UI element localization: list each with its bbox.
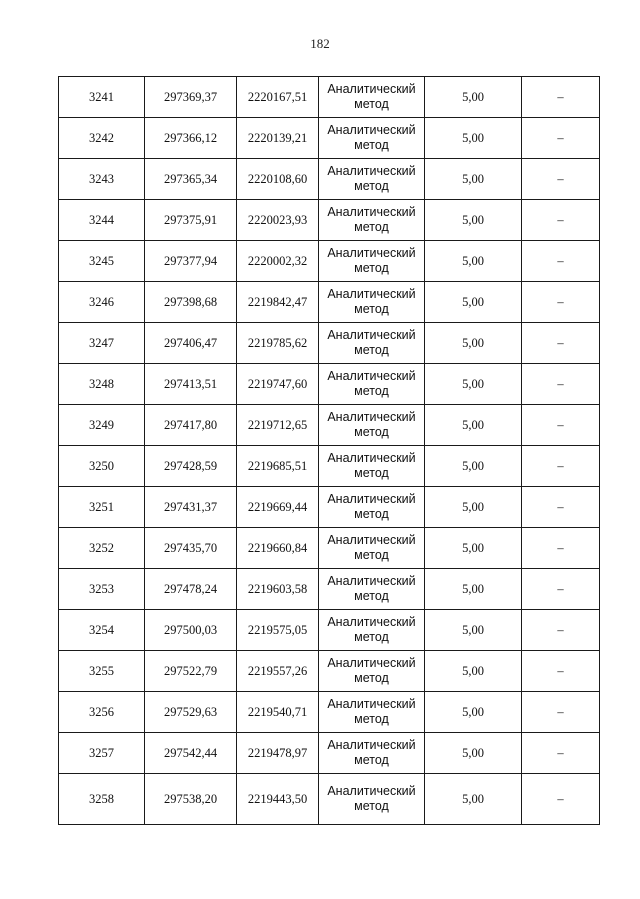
accuracy-cell: 5,00 <box>425 282 522 323</box>
accuracy-cell: 5,00 <box>425 446 522 487</box>
accuracy-cell: 5,00 <box>425 241 522 282</box>
method-line-2: метод <box>354 343 389 357</box>
accuracy-cell: 5,00 <box>425 692 522 733</box>
x-coordinate-cell: 297406,47 <box>145 323 237 364</box>
note-cell: – <box>522 364 600 405</box>
method-line-2: метод <box>354 302 389 316</box>
x-coordinate-cell: 297413,51 <box>145 364 237 405</box>
method-line-1: Аналитический <box>327 697 416 711</box>
method-line-1: Аналитический <box>327 164 416 178</box>
method-cell <box>319 446 425 487</box>
point-number-cell: 3246 <box>59 282 145 323</box>
x-coordinate-cell: 297375,91 <box>145 200 237 241</box>
x-coordinate-cell: 297431,37 <box>145 487 237 528</box>
note-cell: – <box>522 159 600 200</box>
x-coordinate-cell: 297428,59 <box>145 446 237 487</box>
method-line-2: метод <box>354 220 389 234</box>
note-cell: – <box>522 487 600 528</box>
method-cell <box>319 77 425 118</box>
method-cell <box>319 323 425 364</box>
y-coordinate-cell: 2219660,84 <box>237 528 319 569</box>
accuracy-cell: 5,00 <box>425 77 522 118</box>
method-cell <box>319 200 425 241</box>
x-coordinate-cell: 297529,63 <box>145 692 237 733</box>
method-line-1: Аналитический <box>327 784 416 798</box>
note-cell: – <box>522 692 600 733</box>
method-line-1: Аналитический <box>327 410 416 424</box>
point-number-cell: 3248 <box>59 364 145 405</box>
accuracy-cell: 5,00 <box>425 774 522 825</box>
y-coordinate-cell: 2219785,62 <box>237 323 319 364</box>
table-row <box>59 241 600 282</box>
note-cell: – <box>522 241 600 282</box>
table-row <box>59 692 600 733</box>
note-cell: – <box>522 118 600 159</box>
method-cell <box>319 159 425 200</box>
accuracy-cell: 5,00 <box>425 118 522 159</box>
point-number-cell: 3256 <box>59 692 145 733</box>
point-number-cell: 3250 <box>59 446 145 487</box>
method-cell <box>319 692 425 733</box>
method-cell <box>319 651 425 692</box>
method-line-1: Аналитический <box>327 492 416 506</box>
method-cell <box>319 118 425 159</box>
method-line-2: метод <box>354 671 389 685</box>
table-row <box>59 446 600 487</box>
note-cell: – <box>522 323 600 364</box>
point-number-cell: 3249 <box>59 405 145 446</box>
x-coordinate-cell: 297366,12 <box>145 118 237 159</box>
method-line-2: метод <box>354 425 389 439</box>
method-cell <box>319 487 425 528</box>
method-line-2: метод <box>354 507 389 521</box>
point-number-cell: 3247 <box>59 323 145 364</box>
note-cell: – <box>522 405 600 446</box>
table-row <box>59 610 600 651</box>
point-number-cell: 3255 <box>59 651 145 692</box>
point-number-cell: 3241 <box>59 77 145 118</box>
method-cell <box>319 774 425 825</box>
x-coordinate-cell: 297398,68 <box>145 282 237 323</box>
method-line-1: Аналитический <box>327 369 416 383</box>
accuracy-cell: 5,00 <box>425 487 522 528</box>
method-line-2: метод <box>354 97 389 111</box>
method-cell <box>319 733 425 774</box>
method-line-1: Аналитический <box>327 738 416 752</box>
table-row <box>59 651 600 692</box>
x-coordinate-cell: 297542,44 <box>145 733 237 774</box>
x-coordinate-cell: 297478,24 <box>145 569 237 610</box>
accuracy-cell: 5,00 <box>425 651 522 692</box>
x-coordinate-cell: 297500,03 <box>145 610 237 651</box>
x-coordinate-cell: 297365,34 <box>145 159 237 200</box>
point-number-cell: 3242 <box>59 118 145 159</box>
note-cell: – <box>522 528 600 569</box>
note-cell: – <box>522 200 600 241</box>
method-line-1: Аналитический <box>327 328 416 342</box>
note-cell: – <box>522 733 600 774</box>
y-coordinate-cell: 2219712,65 <box>237 405 319 446</box>
point-number-cell: 3244 <box>59 200 145 241</box>
x-coordinate-cell: 297538,20 <box>145 774 237 825</box>
method-cell <box>319 282 425 323</box>
coordinates-table <box>58 76 600 825</box>
table-row <box>59 569 600 610</box>
point-number-cell: 3245 <box>59 241 145 282</box>
table-row <box>59 733 600 774</box>
note-cell: – <box>522 77 600 118</box>
point-number-cell: 3251 <box>59 487 145 528</box>
table-row <box>59 528 600 569</box>
method-line-1: Аналитический <box>327 451 416 465</box>
note-cell: – <box>522 610 600 651</box>
method-cell <box>319 528 425 569</box>
y-coordinate-cell: 2219575,05 <box>237 610 319 651</box>
method-line-2: метод <box>354 261 389 275</box>
method-line-2: метод <box>354 753 389 767</box>
accuracy-cell: 5,00 <box>425 323 522 364</box>
table-row <box>59 405 600 446</box>
method-line-2: метод <box>354 799 389 813</box>
x-coordinate-cell: 297369,37 <box>145 77 237 118</box>
method-line-1: Аналитический <box>327 123 416 137</box>
method-line-1: Аналитический <box>327 82 416 96</box>
method-cell <box>319 405 425 446</box>
y-coordinate-cell: 2220023,93 <box>237 200 319 241</box>
method-line-2: метод <box>354 589 389 603</box>
method-line-1: Аналитический <box>327 287 416 301</box>
page-number: 182 <box>310 36 330 51</box>
method-line-2: метод <box>354 179 389 193</box>
table-row <box>59 282 600 323</box>
y-coordinate-cell: 2219842,47 <box>237 282 319 323</box>
accuracy-cell: 5,00 <box>425 200 522 241</box>
x-coordinate-cell: 297417,80 <box>145 405 237 446</box>
y-coordinate-cell: 2220139,21 <box>237 118 319 159</box>
method-line-2: метод <box>354 384 389 398</box>
y-coordinate-cell: 2219685,51 <box>237 446 319 487</box>
note-cell: – <box>522 446 600 487</box>
y-coordinate-cell: 2219557,26 <box>237 651 319 692</box>
method-cell <box>319 610 425 651</box>
accuracy-cell: 5,00 <box>425 610 522 651</box>
note-cell: – <box>522 282 600 323</box>
x-coordinate-cell: 297435,70 <box>145 528 237 569</box>
note-cell: – <box>522 774 600 825</box>
method-line-2: метод <box>354 548 389 562</box>
y-coordinate-cell: 2219747,60 <box>237 364 319 405</box>
method-line-2: метод <box>354 466 389 480</box>
y-coordinate-cell: 2219669,44 <box>237 487 319 528</box>
x-coordinate-cell: 297522,79 <box>145 651 237 692</box>
point-number-cell: 3253 <box>59 569 145 610</box>
y-coordinate-cell: 2220108,60 <box>237 159 319 200</box>
accuracy-cell: 5,00 <box>425 405 522 446</box>
table-row <box>59 323 600 364</box>
table-row <box>59 200 600 241</box>
table-row <box>59 159 600 200</box>
method-line-2: метод <box>354 630 389 644</box>
y-coordinate-cell: 2219478,97 <box>237 733 319 774</box>
accuracy-cell: 5,00 <box>425 733 522 774</box>
accuracy-cell: 5,00 <box>425 569 522 610</box>
method-line-1: Аналитический <box>327 533 416 547</box>
method-cell <box>319 569 425 610</box>
method-line-1: Аналитический <box>327 205 416 219</box>
y-coordinate-cell: 2219443,50 <box>237 774 319 825</box>
table-row <box>59 774 600 825</box>
method-cell <box>319 241 425 282</box>
table-row <box>59 118 600 159</box>
note-cell: – <box>522 569 600 610</box>
point-number-cell: 3243 <box>59 159 145 200</box>
y-coordinate-cell: 2219540,71 <box>237 692 319 733</box>
method-cell <box>319 364 425 405</box>
note-cell: – <box>522 651 600 692</box>
accuracy-cell: 5,00 <box>425 159 522 200</box>
table-row <box>59 77 600 118</box>
accuracy-cell: 5,00 <box>425 528 522 569</box>
point-number-cell: 3254 <box>59 610 145 651</box>
point-number-cell: 3258 <box>59 774 145 825</box>
y-coordinate-cell: 2219603,58 <box>237 569 319 610</box>
point-number-cell: 3257 <box>59 733 145 774</box>
method-line-2: метод <box>354 138 389 152</box>
point-number-cell: 3252 <box>59 528 145 569</box>
table-body <box>59 77 600 825</box>
accuracy-cell: 5,00 <box>425 364 522 405</box>
method-line-1: Аналитический <box>327 246 416 260</box>
table-row <box>59 364 600 405</box>
method-line-1: Аналитический <box>327 574 416 588</box>
method-line-1: Аналитический <box>327 615 416 629</box>
y-coordinate-cell: 2220002,32 <box>237 241 319 282</box>
y-coordinate-cell: 2220167,51 <box>237 77 319 118</box>
x-coordinate-cell: 297377,94 <box>145 241 237 282</box>
method-line-2: метод <box>354 712 389 726</box>
method-line-1: Аналитический <box>327 656 416 670</box>
table-row <box>59 487 600 528</box>
